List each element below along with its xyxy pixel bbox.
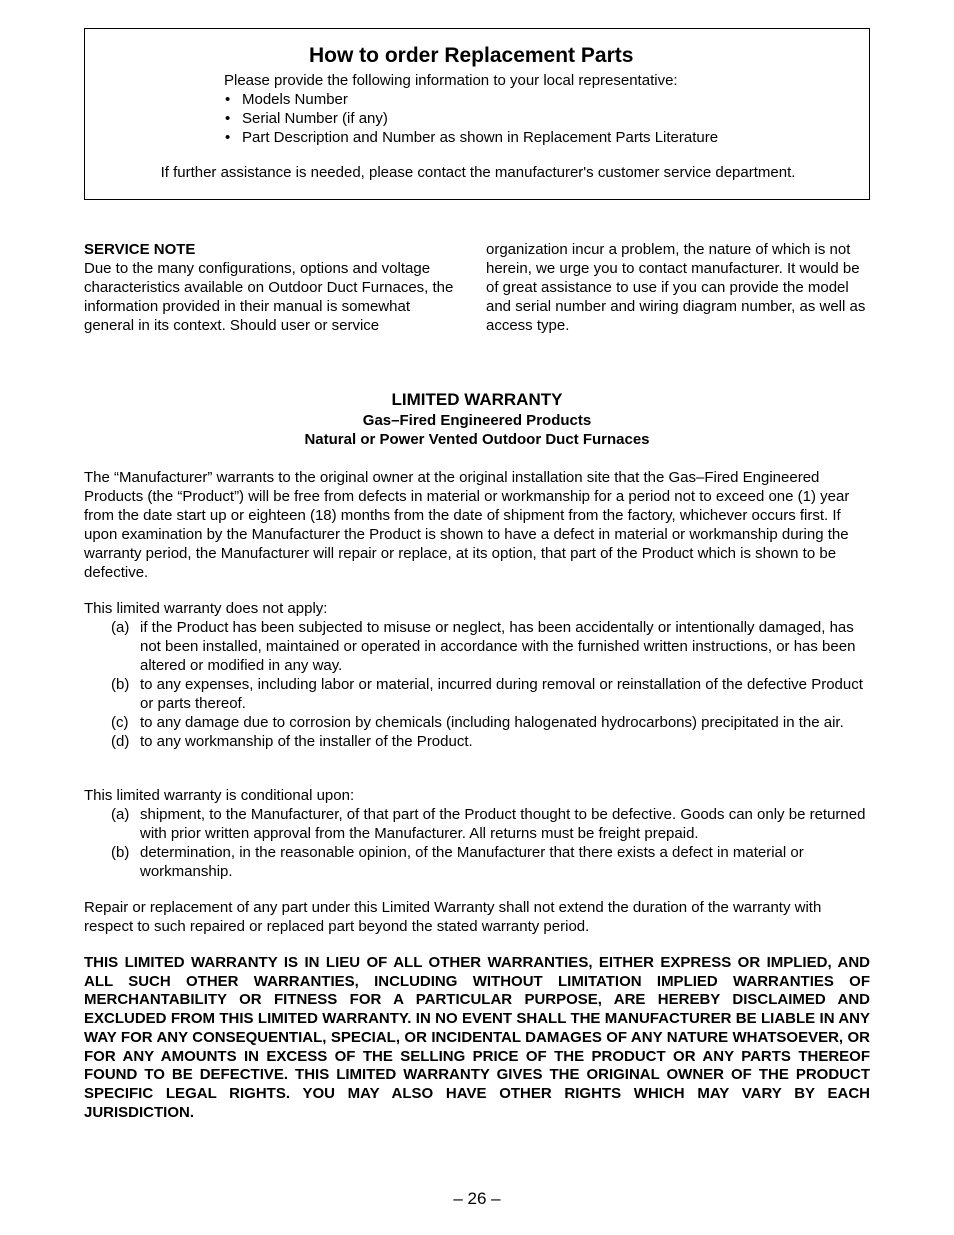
bullet-icon: • xyxy=(225,110,231,127)
list-item-label: (b) xyxy=(111,844,130,861)
warranty-intro-paragraph: The “Manufacturer” warrants to the original owner at the original installation site that the Gas–Fired Engineered Products (the “Product”) will be free from defects in material or workmanship for a period not to exceed one (1) year from the date start up or eighteen (18) months from the date of shipment from the factory, whichever occurs first. If upon examination by the Manufacturer the Product is shown to have a defect in material or workmanship during the warranty period, the Manufacturer will repair or replace, at its option, that part of the Product which is shown to be defective. xyxy=(84,469,850,581)
list-item xyxy=(224,128,718,147)
bullet-icon: • xyxy=(225,91,231,108)
list-item xyxy=(84,805,870,843)
list-item-label: (b) xyxy=(111,676,130,693)
service-note-left-column xyxy=(84,240,456,335)
list-item xyxy=(84,618,870,675)
page-number: – 26 – xyxy=(453,1189,501,1208)
list-item-text: to any workmanship of the installer of the Product. xyxy=(140,733,473,750)
replacement-parts-intro: Please provide the following information to your local representative: xyxy=(224,72,678,89)
warranty-subtitle-products: Gas–Fired Engineered Products xyxy=(362,412,592,429)
list-item xyxy=(84,732,870,751)
list-item xyxy=(224,90,718,109)
repair-paragraph: Repair or replacement of any part under this Limited Warranty shall not extend the duration of the warranty with respect to such repaired or replaced part beyond the stated warranty period. xyxy=(84,899,822,935)
service-note-text-right: organization incur a problem, the nature of which is not herein, we urge you to contact manufacturer. It would be of great assistance to use if you can provide the model and serial number and wiring diagram number, as well as access type. xyxy=(486,241,866,334)
list-item-label: (a) xyxy=(111,806,130,823)
list-item-text: if the Product has been subjected to misuse or neglect, has been accidentally or intentionally damaged, has not been installed, maintained or operated in accordance with the furnished written instructions, or has been altered or modified in any way. xyxy=(140,619,856,674)
not-apply-lead: This limited warranty does not apply: xyxy=(84,600,328,617)
list-item-text: Serial Number (if any) xyxy=(242,110,388,127)
list-item xyxy=(224,109,718,128)
not-apply-list xyxy=(84,618,870,751)
service-note-text-left: Due to the many configurations, options and voltage characteristics available on Outdoor Duct Furnaces, the information provided in their manual is somewhat general in its context. Should user or service xyxy=(84,260,454,334)
warranty-subtitle-furnaces: Natural or Power Vented Outdoor Duct Furnaces xyxy=(304,431,650,448)
list-item-label: (d) xyxy=(111,733,130,750)
bullet-icon: • xyxy=(225,129,231,146)
list-item-label: (a) xyxy=(111,619,130,636)
list-item-text: determination, in the reasonable opinion, of the Manufacturer that there exists a defect in material or workmanship. xyxy=(140,844,804,880)
list-item xyxy=(84,843,870,881)
list-item-label: (c) xyxy=(111,714,129,731)
list-item xyxy=(84,713,870,732)
warranty-disclaimer: THIS LIMITED WARRANTY IS IN LIEU OF ALL OTHER WARRANTIES, EITHER EXPRESS OR IMPLIED, AND ALL SUCH OTHER WARRANTIES, INCLUDING WITHOUT LIMITATION IMPLIED WARRANTIES OF MERCHANTABILITY OR FITNESS FOR A PARTICULAR PURPOSE, ARE HEREBY DISCLAIMED AND EXCLUDED FROM THIS LIMITED WARRANTY. IN NO EVENT SHALL THE MANUFACTURER BE LIABLE IN ANY WAY FOR ANY CONSEQUENTIAL, SPECIAL, OR INCIDENTAL DAMAGES OF ANY NATURE WHATSOEVER, OR FOR ANY AMOUNTS IN EXCESS OF THE SELLING PRICE OF THE PRODUCT OR ANY PARTS THEREOF FOUND TO BE DEFECTIVE. THIS LIMITED WARRANTY GIVES THE ORIGINAL OWNER OF THE PRODUCT SPECIFIC LEGAL RIGHTS. YOU MAY ALSO HAVE OTHER RIGHTS WHICH MAY VARY BY EACH JURISDICTION. xyxy=(84,954,870,1121)
conditional-list xyxy=(84,805,870,881)
list-item-text: Part Description and Number as shown in Replacement Parts Literature xyxy=(242,129,719,146)
assistance-note: If further assistance is needed, please contact the manufacturer's customer service department. xyxy=(160,164,796,181)
list-item-text: to any expenses, including labor or material, incurred during removal or reinstallation of the defective Product or parts thereof. xyxy=(140,676,863,712)
list-item-text: to any damage due to corrosion by chemicals (including halogenated hydrocarbons) precipitated in the air. xyxy=(140,714,844,731)
list-item-text: shipment, to the Manufacturer, of that part of the Product thought to be defective. Goods can only be returned with prior written approval from the Manufacturer. All returns must be freight prepaid. xyxy=(140,806,866,842)
conditional-lead: This limited warranty is conditional upon: xyxy=(84,787,355,804)
list-item xyxy=(84,675,870,713)
service-note-title: SERVICE NOTE xyxy=(84,241,196,258)
service-note-right-column xyxy=(486,240,874,335)
warranty-title: LIMITED WARRANTY xyxy=(391,390,563,409)
list-item-text: Models Number xyxy=(242,91,348,108)
replacement-parts-list xyxy=(224,90,718,147)
replacement-parts-title: How to order Replacement Parts xyxy=(309,44,634,67)
replacement-parts-box xyxy=(84,28,870,200)
